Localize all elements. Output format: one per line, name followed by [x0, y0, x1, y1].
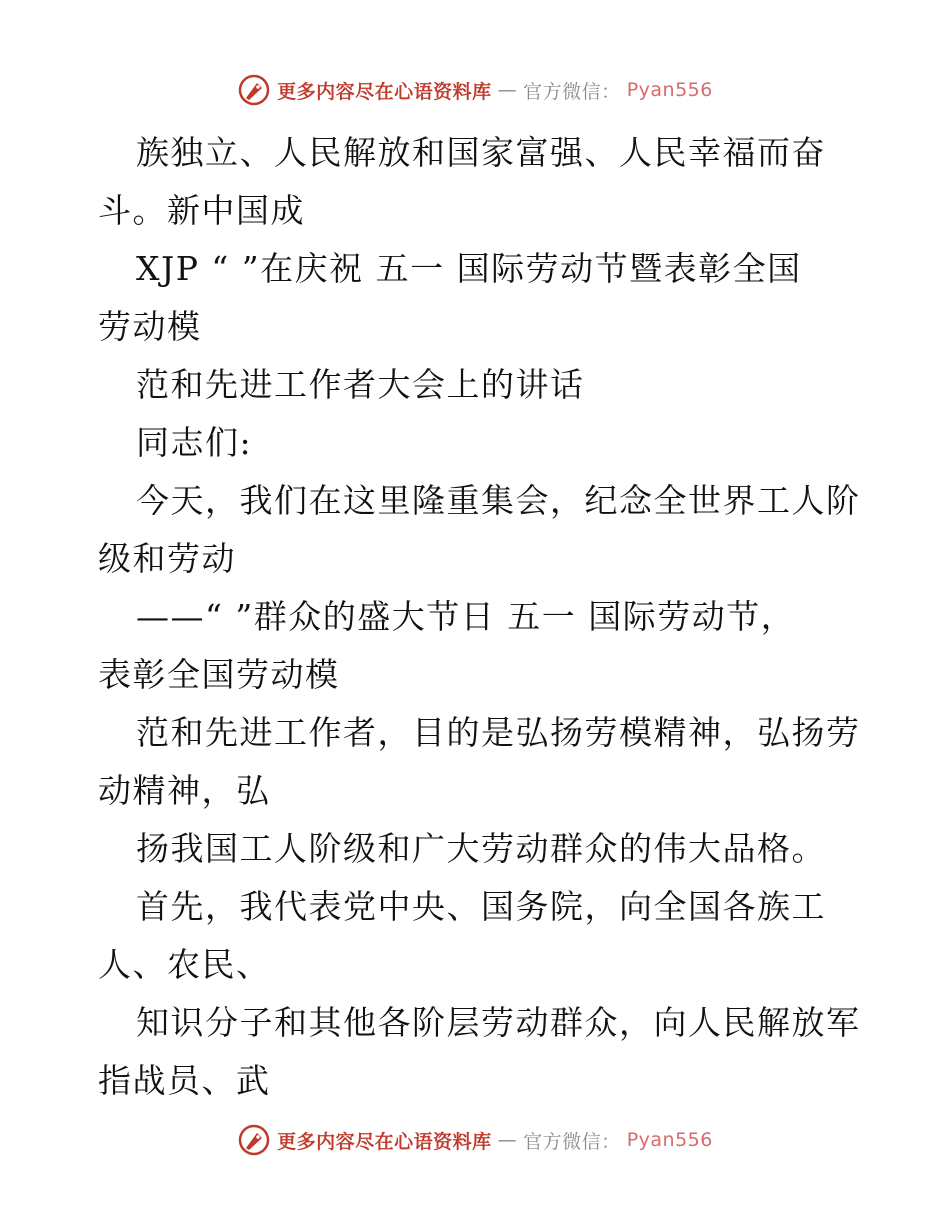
text-line: 级和劳动: [98, 539, 236, 578]
text-line: 表彰全国劳动模: [98, 655, 340, 694]
text-line: ——“ ”群众的盛大节日 五一 国际劳动节，: [136, 597, 796, 636]
text-line: 劳动模: [98, 307, 202, 346]
watermark-dash: —: [497, 79, 518, 101]
text-line: 范和先进工作者，目的是弘扬劳模精神，弘扬劳: [136, 713, 861, 752]
text-line: XJP “ ”在庆祝 五一 国际劳动节暨表彰全国: [136, 249, 802, 288]
watermark-dash: —: [497, 1129, 518, 1151]
text-line: 同志们:: [136, 423, 253, 462]
text-line: 今天，我们在这里隆重集会，纪念全世界工人阶: [136, 481, 861, 520]
text-line: 动精神，弘: [98, 771, 271, 810]
footer-watermark: [0, 1120, 950, 1160]
text-line: 斗。新中国成: [98, 191, 305, 230]
text-line: 扬我国工人阶级和广大劳动群众的伟大品格。: [136, 829, 826, 868]
text-line: 范和先进工作者大会上的讲话: [136, 365, 585, 404]
document-body: [98, 124, 861, 1110]
watermark-main-text: 更多内容尽在心语资料库: [277, 1130, 492, 1153]
text-line: 族独立、人民解放和国家富强、人民幸福而奋: [136, 133, 826, 172]
header-watermark: [0, 70, 950, 110]
watermark-main-text: 更多内容尽在心语资料库: [277, 80, 492, 103]
pen-nib-logo-icon: [237, 1123, 271, 1157]
text-line: 人、农民、: [98, 945, 271, 984]
watermark-official-label: 官方微信：: [523, 80, 621, 103]
text-line: 知识分子和其他各阶层劳动群众，向人民解放军: [136, 1003, 861, 1042]
pen-nib-logo-icon: [237, 73, 271, 107]
text-line: 首先，我代表党中央、国务院，向全国各族工: [136, 887, 826, 926]
watermark-account: Pyan556: [626, 1129, 713, 1151]
watermark-official-label: 官方微信：: [523, 1130, 621, 1153]
text-line: 指战员、武: [98, 1061, 271, 1100]
watermark-account: Pyan556: [626, 79, 713, 101]
